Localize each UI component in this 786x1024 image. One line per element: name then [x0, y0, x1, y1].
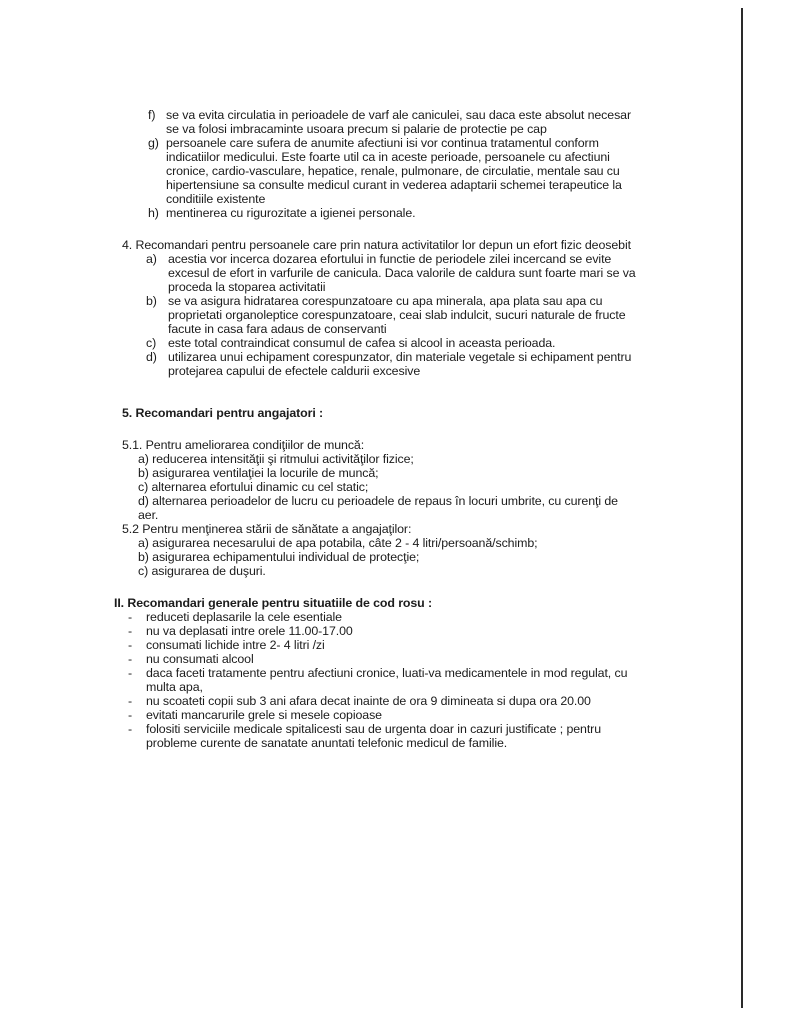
- list-item-c: [146, 336, 638, 350]
- item-text: nu scoateti copii sub 3 ani afara decat inainte de ora 9 dimineata si dupa ora 20.00: [146, 694, 591, 708]
- list-item: a) asigurarea necesarului de apa potabila, câte 2 - 4 litri/persoană/schimb;: [138, 536, 538, 550]
- item-text: evitati mancarurile grele si mesele copioase: [146, 708, 382, 722]
- bullet-dash: -: [128, 624, 133, 638]
- item-label: f): [148, 108, 156, 122]
- item-text: folositi serviciile medicale spitalicesti sau de urgenta doar in cazuri justificate ; pentru probleme curente de sanatate anuntati telefonic medicul de familie.: [146, 722, 601, 750]
- item-text: nu va deplasati intre orele 11.00-17.00: [146, 624, 353, 638]
- page-edge-line: [741, 8, 743, 1008]
- list-item-d: [146, 350, 638, 378]
- bullet-dash: -: [128, 708, 133, 722]
- list-item: [128, 708, 638, 722]
- item-label: a): [146, 252, 157, 266]
- bullet-dash: -: [128, 652, 133, 666]
- section-4-title: 4. Recomandari pentru persoanele care prin natura activitatilor lor depun un efort fizic deosebit: [122, 238, 631, 252]
- section-ii-list: [118, 610, 638, 750]
- item-text: persoanele care sufera de anumite afectiuni isi vor continua tratamentul conform indicatiilor medicului. Este foarte util ca in aceste perioade, persoanele cu afectiuni cronice, cardio-vasculare, hepatice, renale, pulmonare, de circulatie, mentale sau cu hipertensiune sa consulte medicul curant in vederea adaptarii schemei terapeutice la conditiile existente: [166, 136, 622, 206]
- section-5-title: 5. Recomandari pentru angajatori :: [122, 406, 324, 420]
- list-item: c) alternarea efortului dinamic cu cel static;: [138, 480, 369, 494]
- document-body: [114, 108, 638, 750]
- item-text: consumati lichide intre 2- 4 litri /zi: [146, 638, 325, 652]
- item-text: utilizarea unui echipament corespunzator, din materiale vegetale si echipament pentru protejarea capului de efectele caldurii excesive: [168, 350, 632, 378]
- subsection-5-2-title: 5.2 Pentru menţinerea stării de sănătate a angajaţilor:: [122, 522, 412, 536]
- subsection-5-2-list: [118, 536, 638, 578]
- item-text: reduceti deplasarile la cele esentiale: [146, 610, 342, 624]
- item-text: daca faceti tratamente pentru afectiuni cronice, luati-va medicamentele in mod regulat, cu multa apa,: [146, 666, 628, 694]
- item-text: acestia vor incerca dozarea efortului in functie de periodele zilei incercand se evite excesul de efort in varfurile de canicula. Daca valorile de caldura sunt foarte mari se va proceda la stoparea activitatii: [168, 252, 636, 294]
- bullet-dash: -: [128, 666, 133, 680]
- list-item: [128, 610, 638, 624]
- list-item: [128, 624, 638, 638]
- list-item: d) alternarea perioadelor de lucru cu perioadele de repaus în locuri umbrite, cu curenţi de aer.: [138, 494, 618, 522]
- item-label: b): [146, 294, 157, 308]
- item-label: g): [148, 136, 159, 150]
- list-item: [128, 652, 638, 666]
- item-text: nu consumati alcool: [146, 652, 254, 666]
- list-item: a) reducerea intensităţii şi ritmului activităţilor fizice;: [138, 452, 414, 466]
- bullet-dash: -: [128, 694, 133, 708]
- item-label: d): [146, 350, 157, 364]
- list-fh: [118, 108, 638, 220]
- subsection-5-1-title: 5.1. Pentru ameliorarea condiţiilor de muncă:: [122, 438, 365, 452]
- item-text: mentinerea cu rigurozitate a igienei personale.: [166, 206, 416, 220]
- bullet-dash: -: [128, 638, 133, 652]
- subsection-5-1-list: [118, 452, 638, 522]
- list-item: c) asigurarea de duşuri.: [138, 564, 266, 578]
- list-item: [128, 722, 638, 750]
- item-text: se va asigura hidratarea corespunzatoare cu apa minerala, apa plata sau apa cu proprietati organoleptice corespunzatoare, ceai slab indulcit, sucuri naturale de fructe facute in casa fara adaus de conservanti: [168, 294, 626, 336]
- item-label: c): [146, 336, 157, 350]
- bullet-dash: -: [128, 610, 133, 624]
- list-item-g: [148, 136, 638, 206]
- list-item: [128, 694, 638, 708]
- item-text: este total contraindicat consumul de cafea si alcool in aceasta perioada.: [168, 336, 556, 350]
- list-item: b) asigurarea ventilaţiei la locurile de muncă;: [138, 466, 379, 480]
- list-item-a: [146, 252, 638, 294]
- list-item-b: [146, 294, 638, 336]
- list-item: [128, 638, 638, 652]
- list-item-h: [148, 206, 638, 220]
- section-4-list: [118, 252, 638, 378]
- list-item: [128, 666, 638, 694]
- item-label: h): [148, 206, 159, 220]
- list-item-f: [148, 108, 638, 136]
- item-text: se va evita circulatia in perioadele de varf ale caniculei, sau daca este absolut necesar se va folosi imbracaminte usoara precum si palarie de protectie pe cap: [166, 108, 631, 136]
- bullet-dash: -: [128, 722, 133, 736]
- list-item: b) asigurarea echipamentului individual de protecţie;: [138, 550, 420, 564]
- section-ii-title: II. Recomandari generale pentru situatiile de cod rosu :: [114, 596, 433, 610]
